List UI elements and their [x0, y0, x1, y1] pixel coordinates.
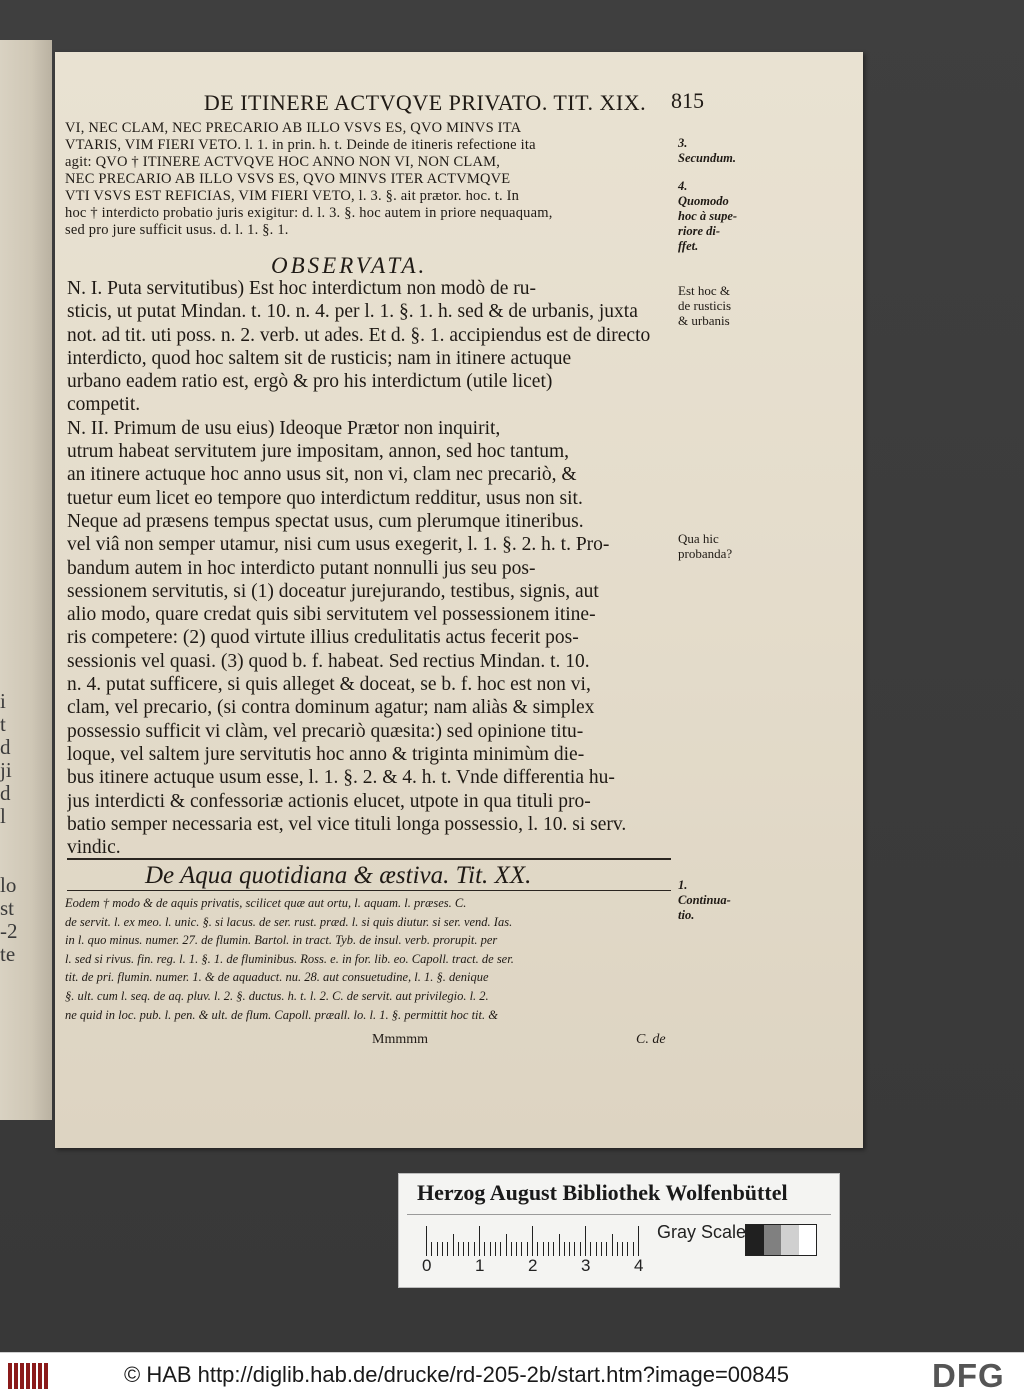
ruler-tick: [495, 1242, 496, 1256]
text-line: ne quid in loc. pub. l. pen. & ult. de flum. Capoll. præall. lo. l. 1. §. permittit hoc tit. &: [65, 1007, 498, 1022]
text-line: bus itinere actuque usum esse, l. 1. §. 2. & 4. h. t. Vnde differentia hu-: [67, 767, 615, 789]
text-line: sessionem servitutis, si (1) doceatur jurejurando, testibus, signis, aut: [67, 580, 599, 602]
ruler-tick: [474, 1242, 475, 1256]
ruler-tick: [612, 1234, 613, 1256]
text-line: jus interdicti & confessoriæ actionis elucet, utpote in qua tituli pro-: [67, 790, 591, 812]
ruler-tick: [580, 1242, 581, 1256]
text-line: possessio sufficit vi clàm, vel precariò quæsita:) sed opinione titu-: [67, 720, 584, 742]
text-line: competit.: [67, 394, 141, 416]
text-line: N. I. Puta servitutibus) Est hoc interdictum non modò de ru-: [67, 278, 537, 299]
ruler-tick: [627, 1242, 628, 1256]
ruler-tick: [537, 1242, 538, 1256]
ruler-tick: [532, 1226, 533, 1256]
ruler-tick: [622, 1242, 623, 1256]
text-line: interdicto, quod hoc saltem sit de rusticis; nam in itinere actuque: [67, 347, 572, 369]
text-line: VI, NEC CLAM, NEC PRECARIO AB ILLO VSVS ES, QVO MINVS ITA: [65, 120, 522, 136]
ruler-tick: [453, 1234, 454, 1256]
ruler-tick: [606, 1242, 607, 1256]
aqua-text: [65, 894, 677, 1024]
text-line: clam, vel precario, (si contra dominum agatur; nam aliàs & simplex: [67, 697, 595, 719]
dfg-logo: DFG: [932, 1357, 1005, 1394]
ruler-tick: [569, 1242, 570, 1256]
section-title: De Aqua quotidiana & æstiva. Tit. XX.: [145, 862, 532, 889]
ruler-tick: [590, 1242, 591, 1256]
text-line: Eodem † modo & de aquis privatis, scilicet quæ aut ortu, l. aquam. l. præses. C.: [65, 896, 467, 910]
ruler-tick: [559, 1234, 560, 1256]
ruler-number: 3: [581, 1256, 591, 1275]
ruler-tick: [490, 1242, 491, 1256]
ruler-tick: [585, 1226, 586, 1256]
text-line: loque, vel saltem jure servitutis hoc anno & triginta minimùm die-: [67, 743, 585, 765]
text-line: bandum autem in hoc interdicto putant nonnulli jus seu pos-: [67, 557, 536, 579]
document-page: [55, 52, 863, 1148]
ruler-number: 4: [634, 1256, 644, 1275]
adjacent-page-edge: [0, 40, 52, 1120]
text-line: batio semper necessaria est, vel vice tituli longa possessio, l. 10. si serv.: [67, 813, 627, 835]
ruler-tick: [511, 1242, 512, 1256]
ruler-tick: [633, 1242, 634, 1256]
catchword: C. de: [636, 1032, 666, 1047]
ruler-tick: [506, 1234, 507, 1256]
library-color-card: [398, 1173, 840, 1288]
text-line: ris competere: (2) quod virtute illius credulitatis actus fecerit pos-: [67, 627, 579, 649]
ruler-tick: [484, 1242, 485, 1256]
gray-patch: [746, 1225, 764, 1255]
observata-heading: OBSERVATA.: [271, 253, 428, 278]
ruler-tick: [521, 1242, 522, 1256]
ruler-number: 1: [475, 1256, 485, 1275]
gray-scale-swatch: [745, 1224, 817, 1256]
text-line: agit: QVO † ITINERE ACTVQVE HOC ANNO NON VI, NON CLAM,: [65, 154, 501, 170]
interdict-text: [65, 120, 675, 239]
text-line: l. sed si rivus. fin. reg. l. 1. §. 1. de fluminibus. Ross. e. in for. lib. eo. Capoll. tract. de ser.: [65, 951, 514, 966]
gray-scale-label: Gray Scale: [657, 1222, 747, 1242]
text-line: not. ad tit. uti poss. n. 2. verb. ut ades. Et d. §. 1. accipiendus est de directo: [67, 324, 651, 346]
ruler-tick: [596, 1242, 597, 1256]
card-divider: [407, 1214, 831, 1215]
text-line: hoc † interdicto probatio juris exigitur: d. l. 3. §. hoc autem in priore nequaquam,: [65, 205, 553, 221]
margin-note: Qua hic probanda?: [678, 531, 733, 561]
ruler-tick: [553, 1242, 554, 1256]
ruler-tick: [527, 1242, 528, 1256]
footer-bar: [0, 1352, 1024, 1398]
text-line: VTARIS, VIM FIERI VETO. l. 1. in prin. h. t. Deinde de itineris refectione ita: [65, 137, 536, 153]
text-line: VTI VSVS EST REFICIAS, VIM FIERI VETO, l. 3. §. ait prætor. hoc. t. In: [65, 188, 520, 204]
gray-patch: [781, 1225, 799, 1255]
ruler-tick: [447, 1242, 448, 1256]
text-line: NEC PRECARIO AB ILLO VSVS ES, QVO MINVS ITER ACTVMQVE: [65, 171, 511, 187]
margin-note: 4. Quomodo hoc à supe- riore di- ffet.: [678, 179, 738, 253]
text-line: Neque ad præsens tempus spectat usus, cum plerumque itineribus.: [67, 510, 584, 532]
running-head: DE ITINERE ACTVQVE PRIVATO. TIT. XIX.: [203, 90, 647, 115]
text-line: sticis, ut putat Mindan. t. 10. n. 4. per l. 1. §. 1. h. sed & de urbanis, juxta: [67, 301, 638, 323]
text-line: alio modo, quare credat quis sibi servitutem vel possessionem itine-: [67, 604, 596, 626]
ruler-number: 2: [528, 1256, 538, 1275]
text-line: N. II. Primum de usu eius) Ideoque Prætor non inquirit,: [67, 417, 501, 439]
ruler-tick: [468, 1242, 469, 1256]
text-line: sed pro jure sufficit usus. d. l. 1. §. 1.: [65, 222, 289, 238]
section-rule: [67, 858, 671, 860]
text-line: tuetur eum licet eo tempore quo interdictum redditur, usus non sit.: [67, 487, 583, 509]
ruler-tick: [543, 1242, 544, 1256]
section-rule: [67, 890, 671, 891]
ruler-tick: [564, 1242, 565, 1256]
gray-patch: [764, 1225, 782, 1255]
text-line: n. 4. putat sufficere, si quis alleget & doceat, se b. f. hoc est non vi,: [67, 674, 591, 696]
ruler-tick: [574, 1242, 575, 1256]
ruler-tick: [601, 1242, 602, 1256]
adjacent-page-text: i t d ji d l lo st -2 te: [0, 689, 18, 966]
scale-ruler: [426, 1222, 650, 1256]
text-line: utrum habeat servitutem jure impositam, annon, sed hoc tantum,: [67, 441, 570, 463]
ruler-tick: [463, 1242, 464, 1256]
margin-note: Est hoc & de rusticis & urbanis: [678, 283, 732, 328]
main-text: [67, 277, 671, 859]
source-url[interactable]: © HAB http://diglib.hab.de/drucke/rd-205-2b/start.htm?image=00845: [124, 1362, 789, 1387]
text-line: in l. quo minus. numer. 27. de flumin. Bartol. in tract. Tyb. de insul. verb. prorupit. per: [65, 933, 498, 948]
ruler-tick: [638, 1226, 639, 1256]
ruler-tick: [516, 1242, 517, 1256]
signature-mark: Mmmmm: [372, 1032, 429, 1047]
ruler-tick: [479, 1226, 480, 1256]
margin-note: 1. Continua- tio.: [678, 878, 731, 922]
ruler-tick: [437, 1242, 438, 1256]
hab-logo-icon: [8, 1363, 48, 1389]
gray-patch: [799, 1225, 817, 1255]
text-line: an itinere actuque hoc anno usus sit, non vi, clam nec precariò, &: [67, 464, 577, 486]
ruler-tick: [442, 1242, 443, 1256]
ruler-tick: [431, 1242, 432, 1256]
ruler-tick: [548, 1242, 549, 1256]
text-line: sessionis vel quasi. (3) quod b. f. habeat. Sed rectius Mindan. t. 10.: [67, 650, 590, 672]
ruler-number: 0: [422, 1256, 432, 1275]
text-line: de servit. l. ex meo. l. unic. §. si lacus. de ser. rust. præd. l. si quis diutur. si ser. vend. Ias.: [65, 914, 513, 929]
text-line: vindic.: [67, 837, 121, 859]
ruler-tick: [458, 1242, 459, 1256]
ruler-tick: [500, 1242, 501, 1256]
margin-note: 3. Secundum.: [678, 136, 737, 165]
text-line: urbano eadem ratio est, ergò & pro his interdictum (utile licet): [67, 371, 553, 393]
page-number: 815: [671, 88, 704, 113]
text-line: §. ult. cum l. seq. de aq. pluv. l. 2. §. ductus. h. t. l. 2. C. de servit. aut privilegio. l. 2.: [65, 988, 489, 1003]
ruler-tick: [617, 1242, 618, 1256]
ruler-tick: [426, 1226, 427, 1256]
text-line: tit. de pri. flumin. numer. 1. & de aquaduct. nu. 28. aut consuetudine, l. 1. §. denique: [65, 970, 489, 985]
text-line: vel viâ non semper utamur, nisi cum usus exegerit, l. 1. §. 2. h. t. Pro-: [67, 534, 610, 556]
library-name: Herzog August Bibliothek Wolfenbüttel: [417, 1180, 788, 1205]
